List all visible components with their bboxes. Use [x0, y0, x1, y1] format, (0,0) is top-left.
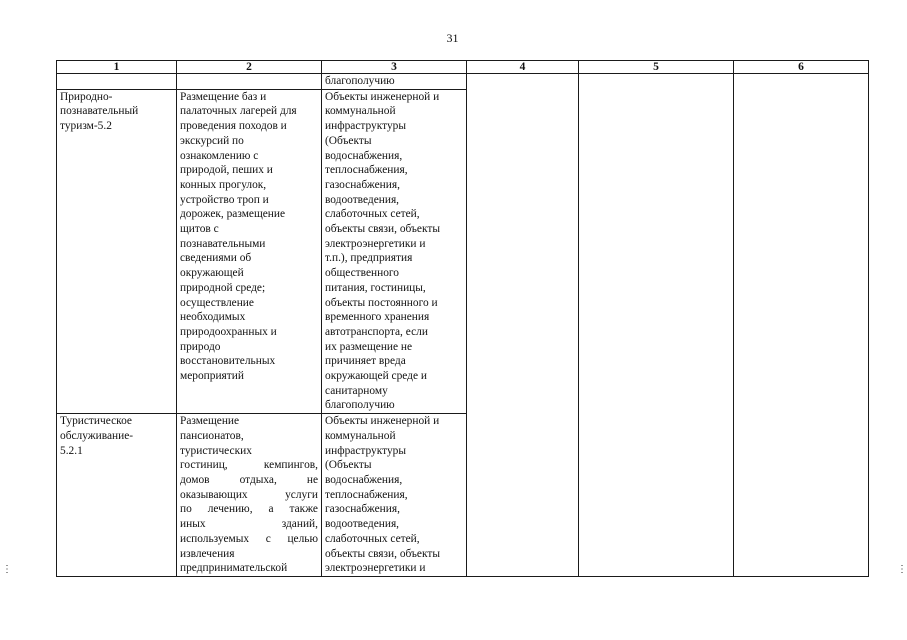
- cell-text-line: конных прогулок,: [180, 178, 267, 191]
- cell-text-line: теплоснабжения,: [325, 488, 408, 501]
- table-header-row: [57, 61, 869, 74]
- table-row-continuation: [57, 74, 869, 90]
- cell-text-line: Размещение баз и: [180, 90, 267, 103]
- cell-text-line: теплоснабжения,: [325, 164, 408, 177]
- cell-text-line: их размещение не: [325, 340, 413, 353]
- cell-col4: [467, 74, 579, 577]
- cell-permitted-objects: [322, 74, 467, 90]
- cell-text-line: (Объекты: [325, 459, 372, 472]
- cell-text-line: электроэнергетики и: [325, 562, 426, 575]
- cell-description: [177, 74, 322, 90]
- cell-text-line: благополучию: [325, 75, 395, 87]
- cell-text-line: экскурсий по: [180, 134, 244, 147]
- cell-permitted-objects: [322, 89, 467, 413]
- cell-text-line: используемых с целью: [180, 532, 318, 545]
- cell-text-line: туризм-5.2: [60, 120, 112, 133]
- column-header-5: 5: [579, 61, 734, 74]
- cell-text-line: водоснабжения,: [325, 473, 403, 486]
- cell-text-line: инфраструктуры: [325, 120, 406, 133]
- cell-text-line: ознакомлению с: [180, 149, 259, 162]
- page-number: 31: [446, 31, 459, 45]
- cell-text-line: оказывающих услуги: [180, 488, 318, 501]
- cell-text-line: природной среде;: [180, 281, 266, 294]
- cell-description: [177, 414, 322, 577]
- cell-text-line: иных зданий,: [180, 518, 318, 531]
- cell-text-line: 5.2.1: [60, 444, 83, 457]
- cell-text-line: Объекты инженерной и: [325, 90, 440, 103]
- cell-text-line: щитов с: [180, 223, 219, 236]
- cell-text-line: объекты связи, объекты: [325, 223, 440, 236]
- cell-text-line: домов отдыха, не: [180, 473, 318, 486]
- cell-text-line: газоснабжения,: [325, 503, 400, 516]
- cell-text-line: водоотведения,: [325, 518, 400, 531]
- cell-text-line: временного хранения: [325, 311, 430, 324]
- cell-text-line: слаботочных сетей,: [325, 208, 420, 221]
- column-header-1: 1: [57, 61, 177, 74]
- cell-text-line: познавательный: [60, 105, 139, 118]
- cell-text-line: общественного: [325, 267, 399, 280]
- cell-text-line: туристических: [180, 444, 252, 457]
- cell-text-line: санитарному: [325, 384, 388, 397]
- cell-text-line: обслуживание-: [60, 429, 134, 442]
- column-header-3: 3: [322, 61, 467, 74]
- column-header-4: 4: [467, 61, 579, 74]
- cell-text-line: коммунальной: [325, 105, 396, 118]
- regulation-table: [56, 60, 869, 577]
- cell-col6: [734, 74, 869, 577]
- cell-text-line: устройство троп и: [180, 193, 269, 206]
- cell-text-line: по лечению, а также: [180, 503, 318, 516]
- cell-text-line: инфраструктуры: [325, 444, 406, 457]
- cell-text-line: сведениями об: [180, 252, 252, 265]
- cell-text-line: природой, пеших и: [180, 164, 273, 177]
- cell-text-line: проведения походов и: [180, 120, 287, 133]
- cell-text-line: палаточных лагерей для: [180, 105, 297, 118]
- cell-text-line: Размещение: [180, 415, 240, 428]
- cell-text-line: окружающей: [180, 267, 244, 280]
- cell-text-line: дорожек, размещение: [180, 208, 286, 221]
- cell-text-line: пансионатов,: [180, 429, 244, 442]
- cell-text-line: питания, гостиницы,: [325, 281, 426, 294]
- cell-text-line: необходимых: [180, 311, 246, 324]
- cell-text-line: объекты связи, объекты: [325, 547, 440, 560]
- cell-land-use-type: [57, 74, 177, 90]
- cell-text-line: извлечения: [180, 547, 235, 560]
- cell-text-line: благополучию: [325, 399, 395, 412]
- cell-land-use-type: [57, 89, 177, 413]
- cell-text-line: окружающей среде и: [325, 370, 427, 383]
- column-header-6: 6: [734, 61, 869, 74]
- cell-description: [177, 89, 322, 413]
- cell-text-line: Туристическое: [60, 415, 132, 428]
- scan-edge-mark-left: ⋮: [2, 564, 12, 575]
- cell-land-use-type: [57, 414, 177, 577]
- scan-edge-mark-right: ⋮: [897, 564, 907, 575]
- cell-permitted-objects: [322, 414, 467, 577]
- cell-col5: [579, 74, 734, 577]
- column-header-2: 2: [177, 61, 322, 74]
- cell-text-line: восстановительных: [180, 355, 276, 368]
- cell-text-line: природо: [180, 340, 221, 353]
- cell-text-line: водоснабжения,: [325, 149, 403, 162]
- cell-text-line: причиняет вреда: [325, 355, 406, 368]
- cell-text-line: осуществление: [180, 296, 254, 309]
- cell-text-line: познавательными: [180, 237, 266, 250]
- cell-text-line: предпринимательской: [180, 562, 288, 575]
- cell-text-line: водоотведения,: [325, 193, 400, 206]
- cell-text-line: автотранспорта, если: [325, 325, 428, 338]
- cell-text-line: мероприятий: [180, 370, 244, 383]
- cell-text-line: электроэнергетики и: [325, 237, 426, 250]
- cell-text-line: гостиниц, кемпингов,: [180, 459, 318, 472]
- cell-text-line: газоснабжения,: [325, 178, 400, 191]
- cell-text-line: коммунальной: [325, 429, 396, 442]
- cell-text-line: Природно-: [60, 90, 113, 103]
- cell-text-line: слаботочных сетей,: [325, 532, 420, 545]
- cell-text-line: природоохранных и: [180, 325, 277, 338]
- cell-text-line: (Объекты: [325, 134, 372, 147]
- cell-text-line: объекты постоянного и: [325, 296, 438, 309]
- cell-text-line: Объекты инженерной и: [325, 415, 440, 428]
- cell-text-line: т.п.), предприятия: [325, 252, 413, 265]
